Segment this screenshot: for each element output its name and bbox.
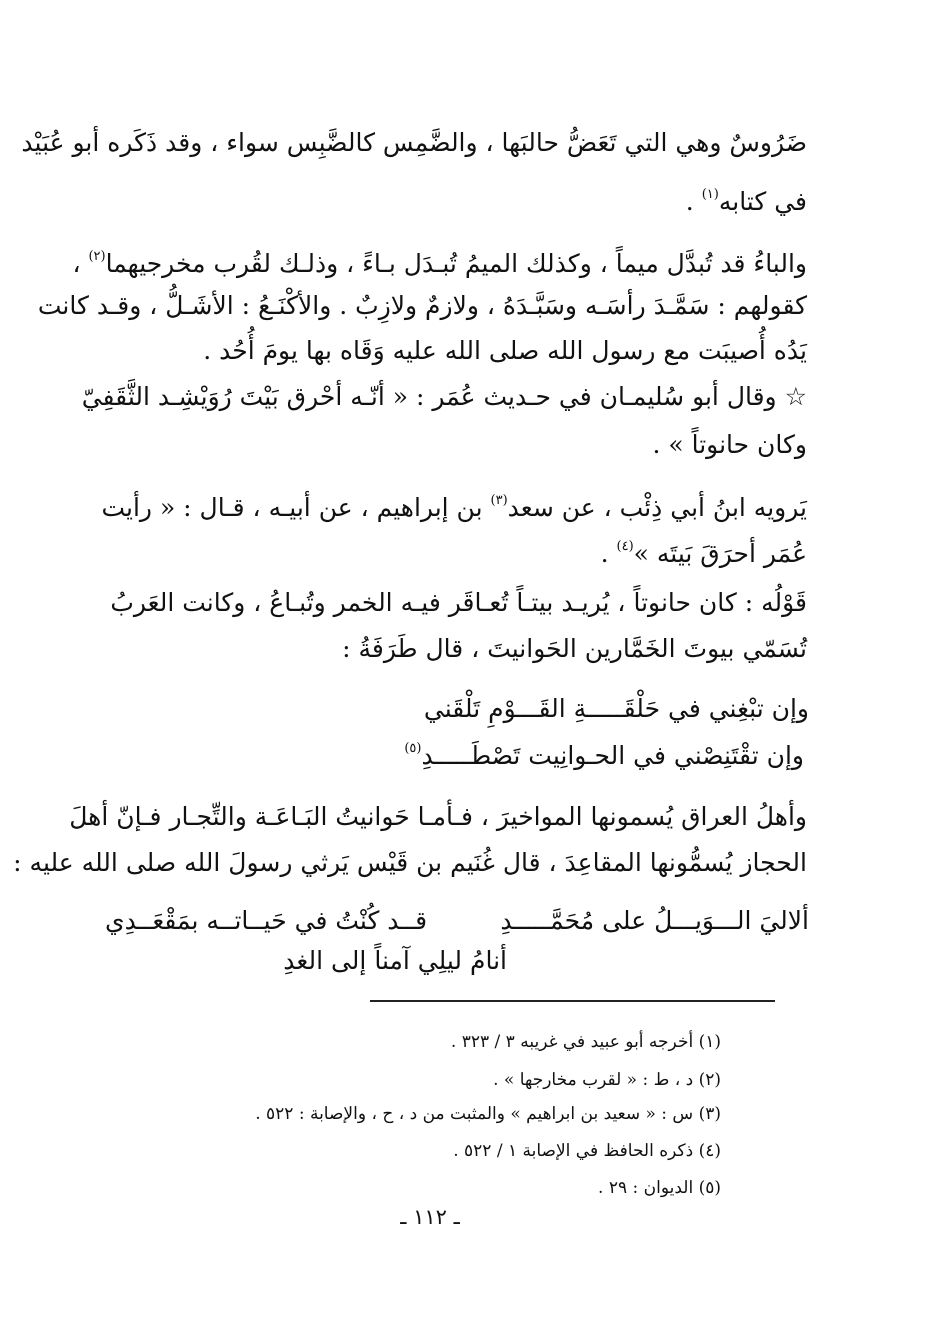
text-line-9	[117, 526, 807, 575]
text-line-1: ضَرُوسٌ وهي التي تَعَضُّ حالبَها ، والضَّمِس كالضَّبِس سواء ، وقد ذَكَره أبو عُبَيْد	[21, 128, 807, 157]
text-segment: يَرويه ابنُ أبي ذِئْب ، عن سعد	[507, 493, 807, 522]
text-segment	[483, 493, 491, 522]
page-number: ـ ١١٢ ـ	[400, 1205, 460, 1229]
poem-tarafa-line-1: وإن تبْغِني في حَلْقَـــــةِ القَـــوْمِ تَلْقَني	[423, 694, 809, 723]
text-line-10: قَوْلُه : كان حانوتاً ، يُريـد بيتـاً تُعـاقَر فيـه الخمر وتُبـاعُ ، وكانت العَربُ	[110, 588, 807, 617]
footnote-ref-2: (٢)	[88, 249, 106, 264]
text-segment: عُمَر أحرَقَ بَيتَه »	[633, 539, 807, 568]
text-line-7: وكان حانوتاً » .	[652, 430, 807, 459]
poem-ghunaym-line-3: أنامُ ليلِي آمناً إلى الغدِ	[283, 946, 507, 975]
text-line-5: يَدُه أُصيبَت مع رسول الله صلى الله عليه وَقَاه بها يومَ أُحُد .	[203, 336, 807, 365]
text-segment: وإن تقْتَنِصْني في الحـوانِيت تَصْطَـــــدِ	[421, 741, 804, 770]
footnote-1: (١) أخرجه أبو عبيد في غريبه ٣ / ٣٢٣ .	[450, 1032, 721, 1052]
poem-tarafa-line-2	[404, 728, 804, 777]
footnote-ref-4: (٤)	[616, 539, 634, 554]
text-segment: .	[685, 187, 702, 216]
poem-ghunaym-line-2: قــد كُنْتُ في حَيــاتــه بمَقْعَــدِي	[105, 906, 428, 935]
text-segment: بن إبراهيم ، عن أبيـه ، قـال : « رأيت	[101, 493, 483, 522]
footnote-ref-3: (٣)	[490, 493, 508, 508]
text-line-12: وأهلُ العراق يُسمونها المواخيرَ ، فـأمـا حَوانيتُ البَـاعَـة والتِّجـار فـإنّ أهلَ	[69, 802, 807, 831]
footnote-ref-5: (٥)	[404, 741, 422, 756]
footnote-3: (٣) س : « سعيد بن ابراهيم » والمثبت من د ، ح ، والإصابة : ٥٢٢ .	[255, 1104, 721, 1124]
text-segment: ،	[72, 249, 89, 278]
footnote-4: (٤) ذكره الحافظ في الإصابة ١ / ٥٢٢ .	[453, 1141, 721, 1161]
text-line-3	[72, 236, 807, 285]
text-line-13: الحجاز يُسمُّونها المقاعِدَ ، قال غُنَيم بن قَيْس يَرثي رسولَ الله صلى الله عليه :	[13, 848, 807, 877]
poem-ghunaym-line-1: ألاليَ الـــوَيـــلُ على مُحَمَّـــــدِ	[500, 906, 809, 935]
text-line-8	[101, 480, 807, 529]
text-line-4: كقولهم : سَمَّـدَ رأسَـه وسَبَّـدَهُ ، ولازمٌ ولازِبٌ . والأكْنَـعُ : الأشَـلُّ ، وقـد كانت	[37, 291, 807, 320]
text-line-2	[117, 174, 807, 223]
text-segment: والباءُ قد تُبدَّل ميماً ، وكذلك الميمُ تُبـدَل بـاءً ، وذلـك لقُرب مخرجيهما	[105, 249, 807, 278]
text-segment: في كتابه	[718, 187, 807, 216]
footnote-divider	[370, 1000, 775, 1002]
text-line-6: ☆ وقال أبو سُليمـان في حـديث عُمَر : « أنّـه أحْرق بَيْتَ رُوَيْشِـد الثَّقَفِيّ	[81, 382, 807, 411]
text-segment: .	[600, 539, 617, 568]
footnote-2: (٢) د ، ط : « لقرب مخارجها » .	[493, 1070, 721, 1090]
text-line-11: تُسَمّي بيوتَ الخَمَّارين الحَوانيتَ ، قال طَرَفَةُ :	[342, 634, 807, 663]
footnote-ref-1: (١)	[701, 187, 719, 202]
footnote-5: (٥) الديوان : ٢٩ .	[598, 1178, 721, 1198]
